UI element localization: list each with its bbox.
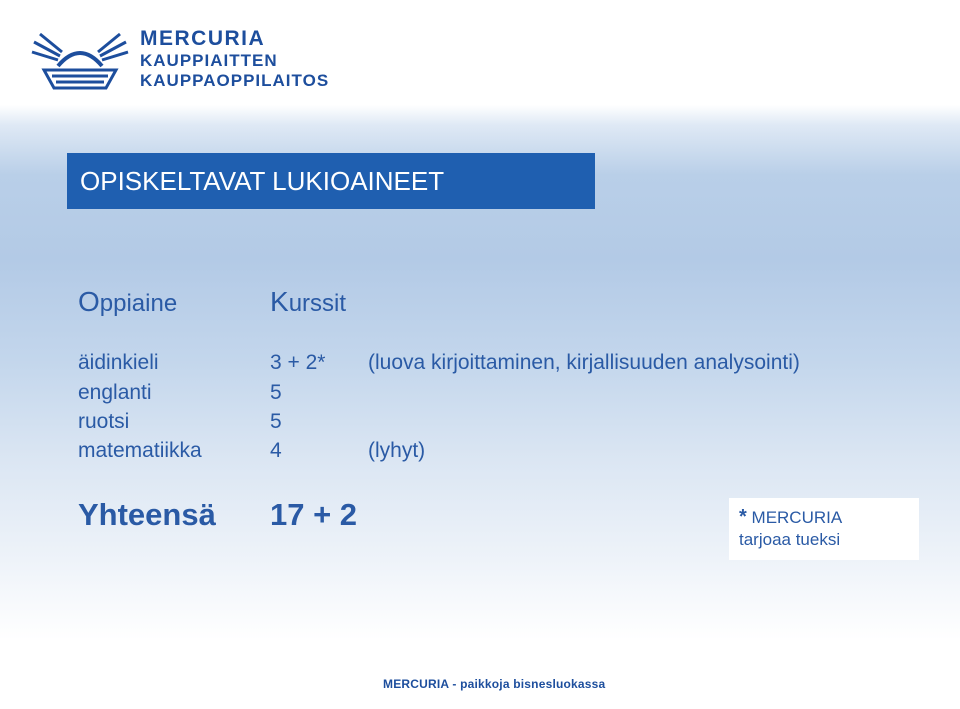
footnote-line-2: tarjoaa tueksi (739, 530, 841, 549)
courses-header-cap: K (270, 286, 289, 317)
logo-name: MERCURIA (140, 27, 266, 50)
helmet-ship-icon (30, 22, 130, 94)
total-value: 17 + 2 (270, 497, 358, 532)
note-cell: (lyhyt) (368, 439, 426, 462)
page-title: OPISKELTAVAT LUKIOAINEET (67, 153, 595, 209)
footnote-box (729, 498, 919, 560)
courses-header-rest: urssit (288, 290, 347, 317)
total-label: Yhteensä (78, 497, 216, 532)
courses-cell: 4 (270, 439, 282, 462)
note-cell: (luova kirjoittaminen, kirjallisuuden analysointi) (368, 351, 800, 374)
courses-column-header (270, 286, 346, 318)
subject-cell: englanti (78, 381, 152, 404)
logo-text (140, 28, 329, 89)
subject-header-rest: ppiaine (99, 290, 178, 317)
subject-cell: matematiikka (78, 439, 202, 462)
subject-cell: äidinkieli (78, 351, 159, 374)
mercuria-logo-emblem (30, 22, 130, 99)
courses-cell: 5 (270, 410, 282, 433)
subject-column-header (78, 286, 177, 318)
footnote-star: * (739, 506, 747, 528)
courses-cell: 5 (270, 381, 282, 404)
subject-header-cap: O (78, 286, 100, 317)
logo-subtitle-2: KAUPPAOPPILAITOS (140, 71, 330, 90)
footnote-line-1: MERCURIA (751, 508, 843, 527)
footer-slogan: MERCURIA - paikkoja bisnesluokassa (383, 677, 606, 691)
subject-cell: ruotsi (78, 410, 130, 433)
courses-cell: 3 + 2* (270, 351, 326, 374)
logo-subtitle-1: KAUPPIAITTEN (140, 51, 278, 70)
